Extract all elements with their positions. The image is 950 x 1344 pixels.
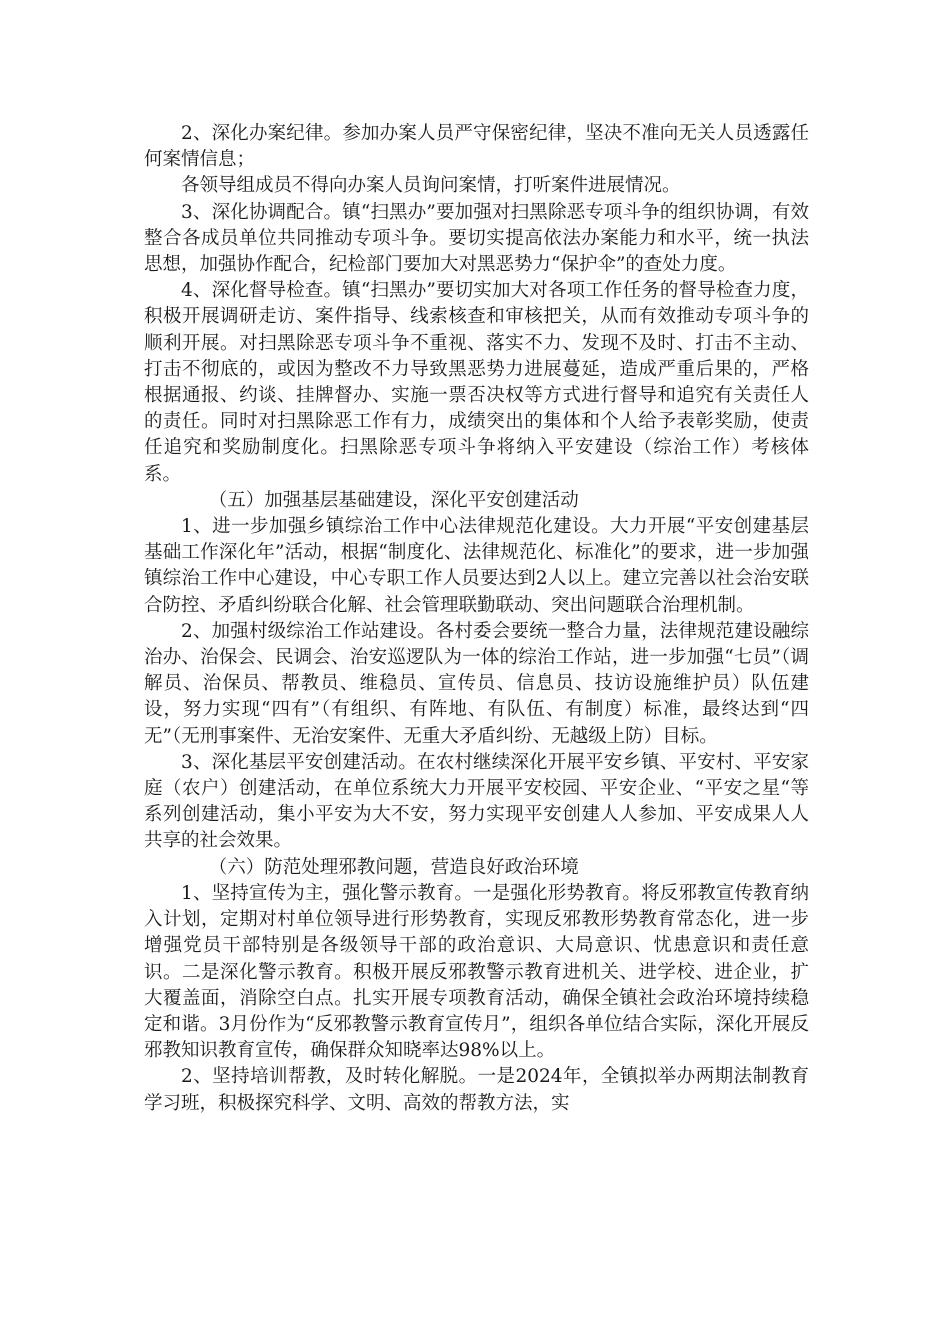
paragraph-discipline: 2、深化办案纪律。参加办案人员严守保密纪律，坚决不准向无关人员透露任何案情信息； — [144, 123, 809, 171]
paragraph-township-center: 1、进一步加强乡镇综治工作中心法律规范化建设。大力开展“平安创建基层基础工作深化年”活动，根据“制度化、法律规范化、标准化”的要求，进一步加强镇综治工作中心建设，中心专职工作人员要达到2人以上。建立完善以社会治安联合防控、矛盾纠纷联合化解、社会管理联勤联动、突出问题联合治理机制。 — [144, 516, 809, 616]
document-body — [144, 121, 809, 1117]
paragraph-supervision: 4、深化督导检查。镇“扫黑办”要切实加大对各项工作任务的督导检查力度，积极开展调研走访、案件指导、线索核查和审核把关，从而有效推动专项斗争的顺利开展。对扫黑除恶专项斗争不重视、落实不力、发现不及时、打击不主动、打击不彻底的，或因为整改不力导致黑恶势力进展蔓延，造成严重后果的，严格根据通报、约谈、挂牌督办、实施一票否决权等方式进行督导和追究有关责任人的责任。同时对扫黑除恶工作有力，成绩突出的集体和个人给予表彰奖励，使责任追究和奖励制度化。扫黑除恶专项斗争将纳入平安建设（综治工作）考核体系。 — [144, 280, 809, 485]
section-heading-six: （六）防范处理邪教问题，营造良好政治环境 — [208, 856, 579, 878]
paragraph-village-station: 2、加强村级综治工作站建设。各村委会要统一整合力量，法律规范建设融综治办、治保会、民调会、治安巡逻队为一体的综治工作站，进一步加强“七员”（调解员、治保员、帮教员、维稳员、宣传员、信息员、技访设施维护员）队伍建设，努力实现“四有”（有组织、有阵地、有队伍、有制度）标准，最终达到“四无”（无刑事案件、无治安案件、无重大矛盾纠纷、无越级上防）目标。 — [144, 620, 809, 747]
paragraph-no-inquiry: 各领导组成员不得向办案人员询问案情，打听案件进展情况。 — [181, 175, 681, 197]
paragraph-training-assistance: 2、坚持培训帮教，及时转化解脱。一是2024年，全镇拟举办两期法制教育学习班，积极探究科学、文明、高效的帮教方法，实 — [144, 1066, 809, 1114]
paragraph-publicity-warning: 1、坚持宣传为主，强化警示教育。一是强化形势教育。将反邪教宣传教育纳入计划，定期对村单位领导进行形势教育，实现反邪教形势教育常态化，进一步增强党员干部特别是各级领导干部的政治意识、大局意识、忧患意识和责任意识。二是深化警示教育。积极开展反邪教警示教育进机关、进学校、进企业，扩大覆盖面，消除空白点。扎实开展专项教育活动，确保全镇社会政治环境持续稳定和谐。3月份作为“反邪教警示教育宣传月”，组织各单位结合实际，深化开展反邪教知识教育宣传，确保群众知晓率达98%以上。 — [144, 882, 809, 1062]
paragraph-grassroots-safety: 3、深化基层平安创建活动。在农村继续深化开展平安乡镇、平安村、平安家庭（农户）创建活动，在单位系统大力开展平安校园、平安企业、“平安之星“等系列创建活动，集小平安为大不安，努力实现平安创建人人参加、平安成果人人共享的社会效果。 — [144, 751, 809, 852]
section-heading-five: （五）加强基层基础建设，深化平安创建活动 — [208, 489, 579, 511]
paragraph-coordination: 3、深化协调配合。镇“扫黑办”要加强对扫黑除恶专项斗争的组织协调，有效整合各成员单位共同推动专项斗争。要切实提高依法办案能力和水平，统一执法思想，加强协作配合，纪检部门要加大对黑恶势力“保护伞”的查处力度。 — [144, 201, 809, 276]
